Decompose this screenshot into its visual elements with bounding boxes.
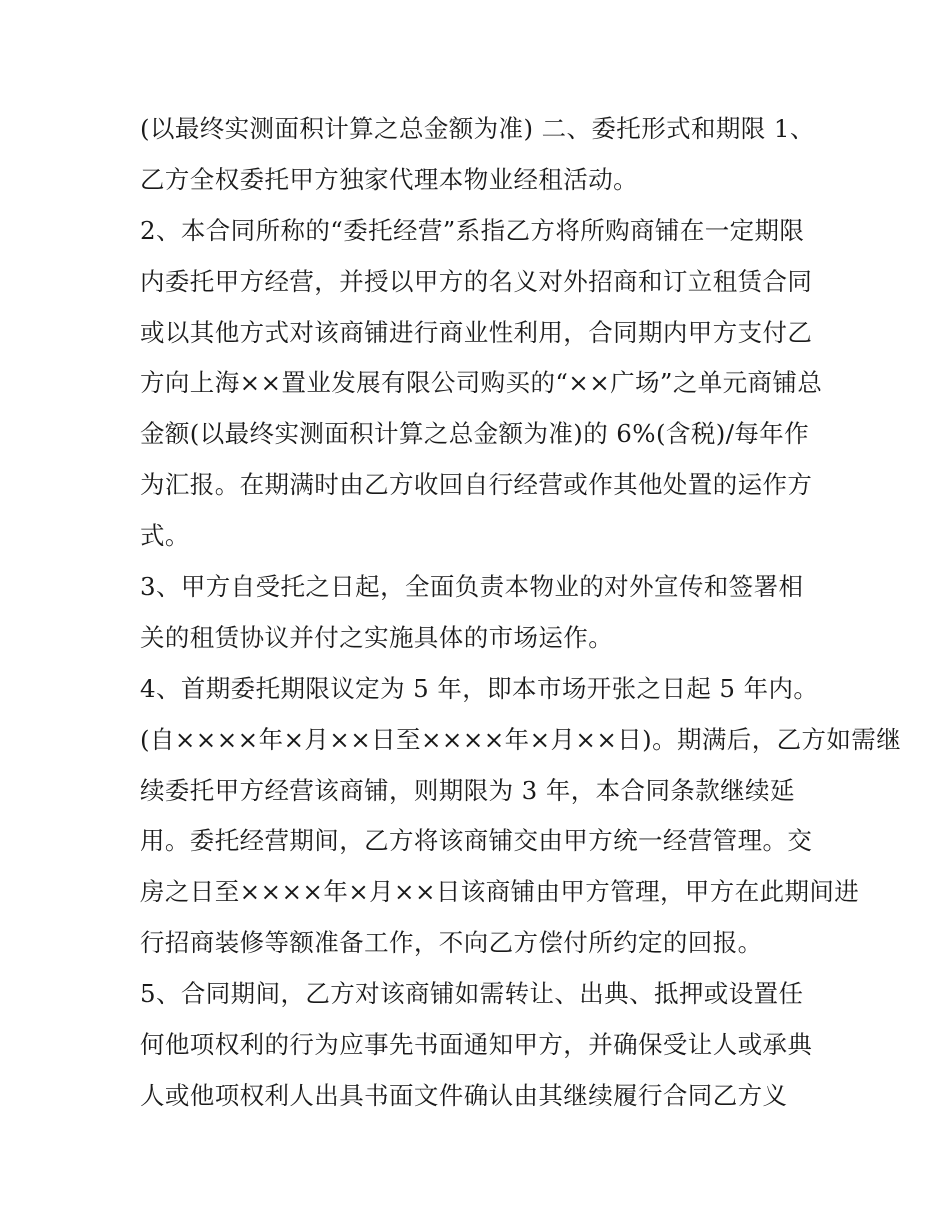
text-line: 或以其他方式对该商铺进行商业性利用，合同期内甲方支付乙	[140, 317, 813, 347]
text-line: 3、甲方自受托之日起，全面负责本物业的对外宣传和签署相	[140, 572, 804, 602]
contract-text	[140, 104, 902, 1122]
text-line: 为汇报。在期满时由乙方收回自行经营或作其他处置的运作方	[140, 470, 813, 500]
text-line: 用。委托经营期间，乙方将该商铺交由甲方统一经营管理。交	[140, 826, 813, 856]
text-line: 方向上海××置业发展有限公司购买的“××广场”之单元商铺总	[140, 368, 823, 398]
text-line: 续委托甲方经营该商铺，则期限为 3 年，本合同条款继续延	[140, 775, 795, 805]
text-line: (自××××年×月××日至××××年×月××日)。期满后，乙方如需继	[140, 724, 902, 754]
text-line: (以最终实测面积计算之总金额为准) 二、委托形式和期限 1、	[140, 114, 815, 143]
text-line: 金额(以最终实测面积计算之总金额为准)的 6%(含税)/每年作	[140, 419, 810, 449]
text-line: 何他项权利的行为应事先书面通知甲方，并确保受让人或承典	[140, 1030, 813, 1060]
text-line: 关的租赁协议并付之实施具体的市场运作。	[140, 622, 614, 652]
text-line: 行招商装修等额准备工作，不向乙方偿付所约定的回报。	[140, 928, 763, 958]
text-line: 乙方全权委托甲方独家代理本物业经租活动。	[140, 164, 638, 194]
text-line: 房之日至××××年×月××日该商铺由甲方管理，甲方在此期间进	[140, 877, 860, 907]
text-line: 5、合同期间，乙方对该商铺如需转让、出典、抵押或设置任	[140, 979, 804, 1009]
text-line: 人或他项权利人出具书面文件确认由其继续履行合同乙方义	[140, 1080, 788, 1110]
text-line: 内委托甲方经营，并授以甲方的名义对外招商和订立租赁合同	[140, 266, 813, 296]
text-line: 式。	[140, 521, 190, 551]
text-line: 4、首期委托期限议定为 5 年，即本市场开张之日起 5 年内。	[140, 673, 819, 703]
text-line: 2、本合同所称的“委托经营”系指乙方将所购商铺在一定期限	[140, 215, 805, 245]
